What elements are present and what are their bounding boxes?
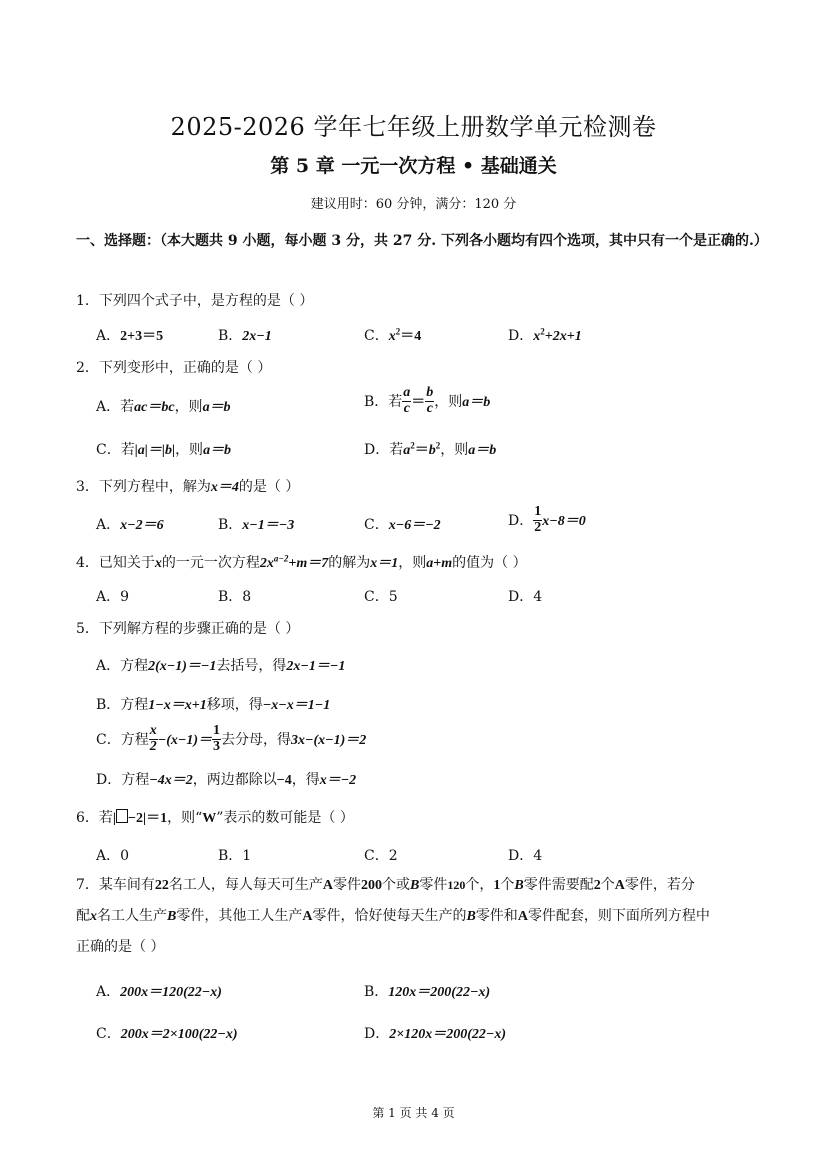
question-4-option-b: B．8 [218,589,252,605]
question-5-option-a: A．方程2(x−1)＝−1去括号，得2x−1＝−1 [96,658,346,674]
question-1-stem: 1．下列四个式子中，是方程的是（ ） [76,293,314,309]
question-6-option-b: B．1 [218,848,252,864]
question-7-option-c: C．200x＝2×100(22−x) [96,1026,238,1042]
question-2-option-a: A．若ac＝bc，则a＝b [96,399,231,415]
question-4-option-a: A．9 [96,589,130,605]
question-6-option-c: C．2 [364,848,398,864]
question-5-option-b: B．方程1−x＝x+1移项，得−x−x＝1−1 [96,697,331,713]
page-footer: 第 1 页 共 4 页 [372,1106,455,1120]
question-1-option-d: D．$x^2+2x+1$ [508,326,582,344]
question-3-option-c: C．x−6＝−2 [364,517,441,533]
question-2-option-c: C．若|a|＝|b|，则a＝b [96,442,232,458]
question-4-option-d: D．4 [508,589,543,605]
chapter-subtitle: 第 5 章 一元一次方程 • 基础通关 [270,155,557,177]
question-1-option-a: A．2+3＝5 [96,328,164,344]
question-5-stem: 5．下列解方程的步骤正确的是（ ） [76,621,300,637]
question-7-option-a: A．200x＝120(22−x) [96,984,222,1000]
question-4-option-c: C．5 [364,589,398,605]
question-3-option-a: A．x−2＝6 [96,517,164,533]
question-1-option-b: B．2x−1 [218,328,272,344]
section-heading: 一、选择题：（本大题共 9 小题，每小题 3 分，共 27 分. 下列各小题均有四个选项，其中只有一个是正确的.） [76,233,768,249]
question-2-stem: 2．下列变形中，正确的是（ ） [76,360,272,376]
question-5-option-d: D．方程−4x＝2，两边都除以−4，得x＝−2 [96,772,357,788]
question-3-option-d: D． $\frac{1}{2}$ x−8＝0 [508,504,586,535]
question-3-option-b: B．x−1＝−3 [218,517,295,533]
question-2-option-b: B．若 $\frac{a}{c}$ ＝ $\frac{b}{c}$ ，则a＝b [364,385,491,416]
question-6-stem: 6．若| −2|＝1，则“W”表示的数可能是（ ） [76,810,354,826]
question-1-option-c: C．$x^2=4$ [364,326,422,344]
question-7-option-b: B．120x＝200(22−x) [364,984,491,1000]
question-4-stem: 4．已知关于x的一元一次方程$2x^{a-2}+m=7$的解为x＝1，则a+m的值为（ ） [76,553,527,571]
question-3-stem: 3．下列方程中，解为x＝4的是（ ） [76,479,300,495]
placeholder-box-icon [116,809,128,823]
question-6-option-a: A．0 [96,848,130,864]
question-7-stem: 7．某车间有22名工人，每人每天可生产A零件200个或B零件120个，1个B零件需要配2个A零件，若分 配x名工人生产B零件，其他工人生产A零件，恰好使每天生产的B零件和A零件配套，则下面所列方程中 正确的是（ ） [76,877,710,955]
question-6-option-d: D．4 [508,848,543,864]
question-2-option-d: D．若$a^2=b^2$，则a＝b [364,440,497,458]
question-7-option-d: D．2×120x＝200(22−x) [364,1026,507,1042]
page-title: 2025-2026 学年七年级上册数学单元检测卷 [170,113,657,141]
time-score-info: 建议用时：60 分钟，满分：120 分 [310,197,517,212]
question-5-option-c: C．方程 $\frac{x}{2}$ −(x−1)＝ $\frac{1}{3}$ 去分母，得3x−(x−1)＝2 [96,723,367,754]
